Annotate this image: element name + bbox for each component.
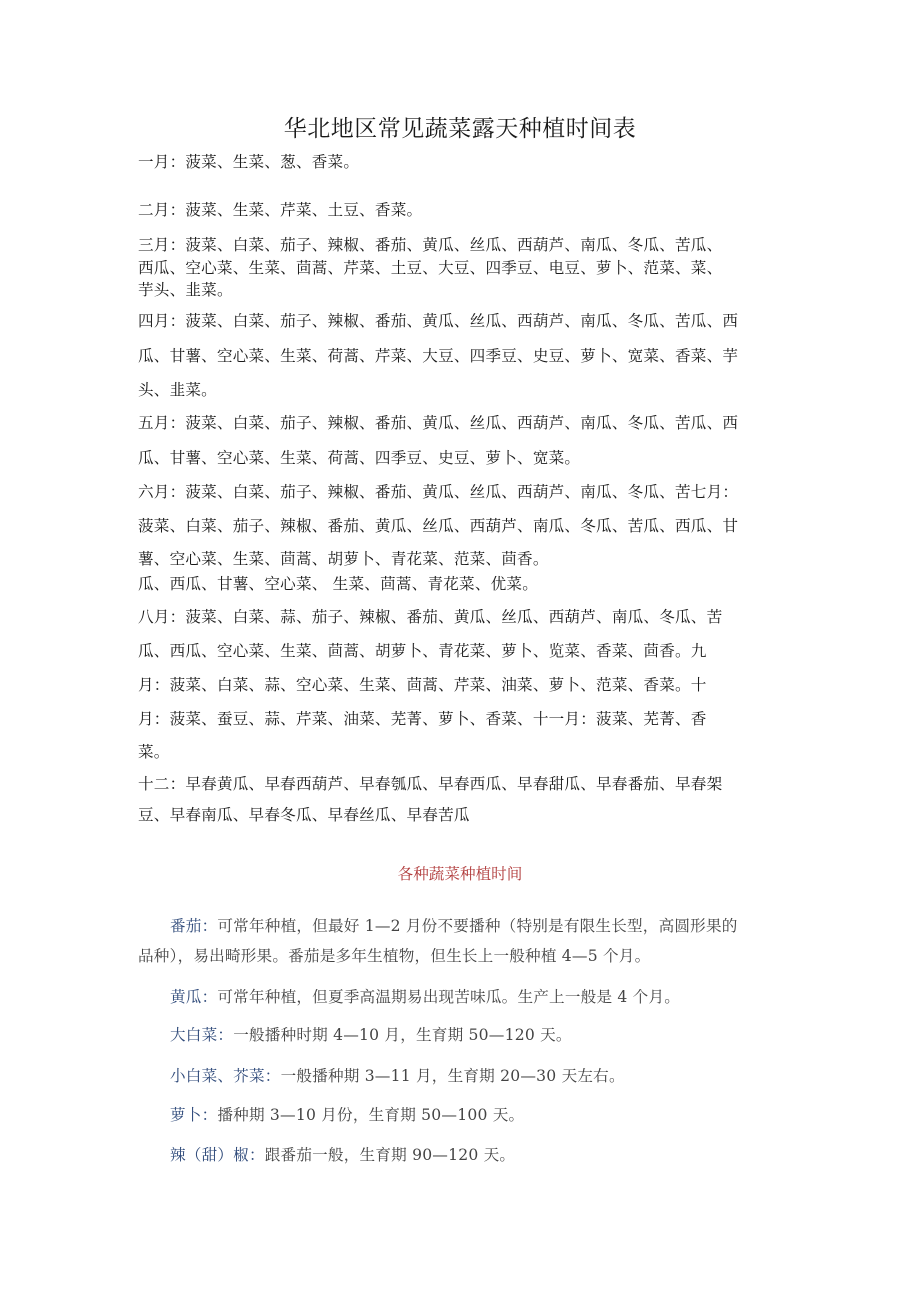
- schedule-line-apr-1: 四月：菠菜、白菜、茄子、辣椒、番茄、黄瓜、丝瓜、西葫芦、南瓜、冬瓜、苦瓜、西: [138, 312, 739, 330]
- veg-note-name: 萝卜：: [170, 1106, 218, 1124]
- veg-note-name: 辣（甜）椒：: [170, 1146, 265, 1164]
- schedule-line-aug-1: 八月：菠菜、白菜、蒜、茄子、辣椒、番茄、黄瓜、丝瓜、西葫芦、南瓜、冬瓜、苦: [138, 608, 723, 626]
- schedule-line-aug-2: 瓜、西瓜、空心菜、生菜、茴蒿、胡萝卜、青花菜、萝卜、览菜、香菜、茴香。九: [138, 642, 707, 660]
- section-title: 各种蔬菜种植时间: [397, 865, 523, 883]
- veg-note-tomato-2: [138, 944, 650, 966]
- veg-note-text: 播种期 3—10 月份，生育期 50—100 天。: [217, 1106, 525, 1124]
- veg-note-name: 大白菜：: [170, 1026, 234, 1044]
- schedule-line-mar-1: 三月：菠菜、白菜、茄子、辣椒、番茄、黄瓜、丝瓜、西葫芦、南瓜、冬瓜、苦瓜、: [138, 236, 723, 254]
- schedule-line-jun-1: 六月：菠菜、白菜、茄子、辣椒、番茄、黄瓜、丝瓜、西葫芦、南瓜、冬瓜、苦七月：: [138, 483, 739, 501]
- veg-note-text: 一般播种期 3—11 月，生育期 20—30 天左右。: [280, 1067, 625, 1085]
- schedule-line-jun-2: 瓜、西瓜、甘薯、空心菜、 生菜、茴蒿、青花菜、优菜。: [138, 575, 539, 593]
- veg-note-text: 可常年种植，但最好 1—2 月份不要播种（特别是有限生长型，高圆形果的: [217, 917, 738, 935]
- page-title: 华北地区常见蔬菜露天种植时间表: [283, 116, 637, 142]
- veg-note-name: 黄瓜：: [170, 988, 218, 1006]
- veg-note-bok-choy: [170, 1064, 625, 1086]
- veg-note-text: 跟番茄一般，生育期 90—120 天。: [264, 1146, 516, 1164]
- schedule-line-sep: 月：菠菜、白菜、蒜、空心菜、生菜、茴蒿、芹菜、油菜、萝卜、范菜、香菜。十: [138, 676, 707, 694]
- schedule-line-nov-end: 菜。: [138, 743, 170, 761]
- schedule-line-feb: 二月：菠菜、生菜、芹菜、土豆、香菜。: [138, 201, 423, 219]
- schedule-line-mar-3: 芋头、韭菜。: [138, 281, 233, 299]
- veg-note-pepper: [170, 1143, 515, 1165]
- schedule-line-may-1: 五月：菠菜、白菜、茄子、辣椒、番茄、黄瓜、丝瓜、西葫芦、南瓜、冬瓜、苦瓜、西: [138, 414, 739, 432]
- schedule-line-dec-1: 十二：早春黄瓜、早春西葫芦、早春瓠瓜、早春西瓜、早春甜瓜、早春番茄、早春架: [138, 775, 723, 793]
- veg-note-cucumber: [170, 985, 680, 1007]
- veg-note-name: 番茄：: [170, 917, 218, 935]
- veg-note-text: 品种），易出畸形果。番茄是多年生植物，但生长上一般种植 4—5 个月。: [138, 947, 651, 965]
- veg-note-chinese-cabbage: [170, 1023, 572, 1045]
- schedule-line-mar-2: 西瓜、空心菜、生菜、茴蒿、芹菜、土豆、大豆、四季豆、电豆、萝卜、范菜、菜、: [138, 259, 723, 277]
- schedule-line-jul-2: 薯、空心菜、生菜、茴蒿、胡萝卜、青花菜、范菜、茴香。: [138, 550, 549, 568]
- schedule-line-may-2: 瓜、甘薯、空心菜、生菜、荷蒿、四季豆、史豆、萝卜、宽菜。: [138, 449, 581, 467]
- schedule-line-apr-3: 头、韭菜。: [138, 381, 217, 399]
- veg-note-name: 小白菜、芥菜：: [170, 1067, 281, 1085]
- schedule-line-oct-nov: 月：菠菜、蚕豆、蒜、芹菜、油菜、芜菁、萝卜、香菜、十一月：菠菜、芜菁、香: [138, 710, 707, 728]
- schedule-line-apr-2: 瓜、甘薯、空心菜、生菜、荷蒿、芹菜、大豆、四季豆、史豆、萝卜、宽菜、香菜、芋: [138, 347, 739, 365]
- schedule-line-jul-1: 菠菜、白菜、茄子、辣椒、番茄、黄瓜、丝瓜、西葫芦、南瓜、冬瓜、苦瓜、西瓜、甘: [138, 517, 739, 535]
- veg-note-text: 可常年种植，但夏季高温期易出现苦味瓜。生产上一般是 4 个月。: [217, 988, 681, 1006]
- veg-note-radish: [170, 1103, 524, 1125]
- veg-note-tomato-1: [170, 914, 738, 936]
- schedule-line-dec-2: 豆、早春南瓜、早春冬瓜、早春丝瓜、早春苦瓜: [138, 806, 470, 824]
- veg-note-text: 一般播种时期 4—10 月，生育期 50—120 天。: [233, 1026, 572, 1044]
- schedule-line-jan: 一月：菠菜、生菜、葱、香菜。: [138, 153, 360, 171]
